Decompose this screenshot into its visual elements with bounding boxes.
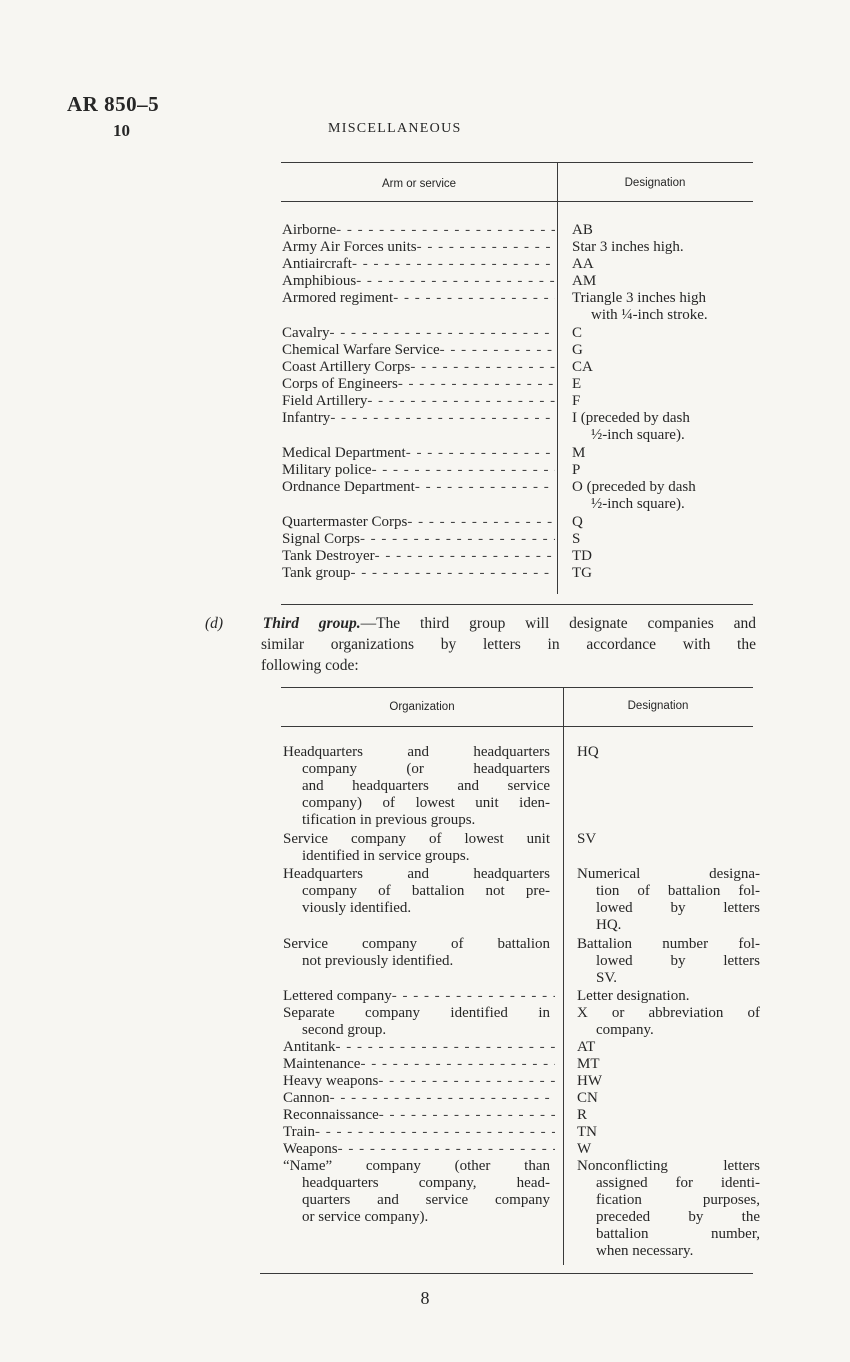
table-row: Antitank - - - bbox=[283, 1039, 555, 1056]
row-designation: M bbox=[572, 445, 586, 461]
table-row: Separate company identified in second group. bbox=[283, 1005, 550, 1038]
row-designation: Star 3 inches high. bbox=[572, 239, 684, 255]
row-designation: CN bbox=[577, 1090, 598, 1106]
table-row: Airborne - - - bbox=[282, 222, 555, 239]
row-designation: R bbox=[577, 1107, 588, 1123]
paragraph-line3: following code: bbox=[261, 657, 359, 674]
table-row: Corps of Engineers - - - bbox=[282, 376, 555, 393]
row-designation: Battalion number fol- lowed by letters SV. bbox=[577, 936, 760, 986]
row-designation: C bbox=[572, 325, 583, 341]
row-designation: MT bbox=[577, 1056, 600, 1072]
table2-bottom-rule bbox=[260, 1273, 753, 1274]
row-designation: Q bbox=[572, 514, 583, 530]
table1-header-arm: Arm or service bbox=[381, 178, 457, 190]
row-designation: SV bbox=[577, 831, 597, 847]
row-designation: TG bbox=[572, 565, 592, 581]
row-designation: Triangle 3 inches high bbox=[572, 290, 707, 306]
table1-header-designation: Designation bbox=[624, 177, 686, 189]
table-row: Quartermaster Corps - - - bbox=[282, 514, 555, 531]
page-section-number: 10 bbox=[113, 121, 130, 140]
table-row: Headquarters and headquarters company of battalion not pre- viously identified. bbox=[283, 866, 550, 916]
table-row: Headquarters and headquarters company (or headquarters and headquarters and service company) of lowest unit iden- tification in previous groups. bbox=[283, 744, 550, 828]
row-designation: AM bbox=[572, 273, 597, 289]
row-designation: F bbox=[572, 393, 581, 409]
row-designation: O (preceded by dash bbox=[572, 479, 696, 495]
row-designation-cont: ½-inch square). bbox=[591, 427, 685, 443]
table-row: Ordnance Department - - - bbox=[282, 479, 555, 496]
table-row: Signal Corps - - - bbox=[282, 531, 555, 548]
table-row: Armored regiment - - - bbox=[282, 290, 555, 307]
third-group-paragraph bbox=[205, 613, 756, 676]
table2-column-divider bbox=[563, 687, 564, 1265]
table1-column-divider bbox=[557, 162, 558, 594]
row-designation: P bbox=[572, 462, 581, 478]
row-designation: AB bbox=[572, 222, 593, 238]
table-row: Infantry - - - bbox=[282, 410, 555, 427]
row-designation: X or abbreviation of company. bbox=[577, 1005, 760, 1038]
row-designation: E bbox=[572, 376, 582, 392]
row-designation: Nonconflicting letters assigned for identi- fication purposes, preceded by the battalion number, when necessary. bbox=[577, 1158, 760, 1259]
table-row: Army Air Forces units - - - bbox=[282, 239, 555, 256]
table2-header-organization: Organization bbox=[389, 701, 455, 713]
table-row: Cannon - - - bbox=[283, 1090, 555, 1107]
table-row: Tank group - - - bbox=[282, 565, 555, 582]
table-row: Reconnaissance - - - bbox=[283, 1107, 555, 1124]
table-row: Heavy weapons - - - bbox=[283, 1073, 555, 1090]
table-row: Medical Department - - - bbox=[282, 445, 555, 462]
paragraph-marker: (d) bbox=[205, 615, 224, 632]
table-row: Antiaircraft - - - bbox=[282, 256, 555, 273]
row-designation: HW bbox=[577, 1073, 602, 1089]
table1-header-rule bbox=[281, 201, 753, 202]
table-row: Military police - - - bbox=[282, 462, 555, 479]
table-row: Weapons - - - bbox=[283, 1141, 555, 1158]
running-title: MISCELLANEOUS bbox=[328, 121, 462, 136]
table-row: Service company of battalion not previously identified. bbox=[283, 936, 550, 969]
paragraph-line1: —The third group will designate companies and bbox=[360, 615, 757, 632]
row-designation: TD bbox=[572, 548, 592, 564]
row-designation: G bbox=[572, 342, 583, 358]
table-row: Maintenance - - - bbox=[283, 1056, 555, 1073]
table-row: Chemical Warfare Service - - - bbox=[282, 342, 555, 359]
row-designation: AA bbox=[572, 256, 594, 272]
row-designation: I (preceded by dash bbox=[572, 410, 690, 426]
table-row: Field Artillery - - - bbox=[282, 393, 555, 410]
row-designation-cont: ½-inch square). bbox=[591, 496, 685, 512]
row-designation-cont: with ¼-inch stroke. bbox=[591, 307, 708, 323]
paragraph-heading: Third group. bbox=[262, 615, 361, 632]
table-row: Train - - - bbox=[283, 1124, 555, 1141]
row-designation: Letter designation. bbox=[577, 988, 690, 1004]
table-row: Cavalry - - - bbox=[282, 325, 555, 342]
table1-bottom-rule bbox=[281, 604, 753, 605]
row-designation: W bbox=[577, 1141, 592, 1157]
table1-top-rule bbox=[281, 162, 753, 163]
table-row: Tank Destroyer - - - bbox=[282, 548, 555, 565]
table2-header-designation: Designation bbox=[627, 700, 689, 712]
row-designation: CA bbox=[572, 359, 593, 375]
table-row: Amphibious - - - bbox=[282, 273, 555, 290]
table-row: Lettered company - - - bbox=[283, 988, 555, 1005]
row-designation: Numerical designa- tion of battalion fol- lowed by letters HQ. bbox=[577, 866, 760, 933]
paragraph-line2: similar organizations by letters in accordance with the bbox=[261, 636, 756, 653]
table-row: “Name” company (other than headquarters company, head- quarters and service company or service company). bbox=[283, 1158, 550, 1225]
page-number: 8 bbox=[420, 1288, 430, 1308]
table2-top-rule bbox=[281, 687, 753, 688]
row-designation: TN bbox=[577, 1124, 597, 1140]
row-designation: HQ bbox=[577, 744, 599, 760]
table-row: Service company of lowest unit identified in service groups. bbox=[283, 831, 550, 864]
document-id: AR 850–5 bbox=[67, 92, 160, 116]
table-row: Coast Artillery Corps - - - bbox=[282, 359, 555, 376]
table2-header-rule bbox=[281, 726, 753, 727]
row-designation: AT bbox=[577, 1039, 596, 1055]
row-designation: S bbox=[572, 531, 581, 547]
